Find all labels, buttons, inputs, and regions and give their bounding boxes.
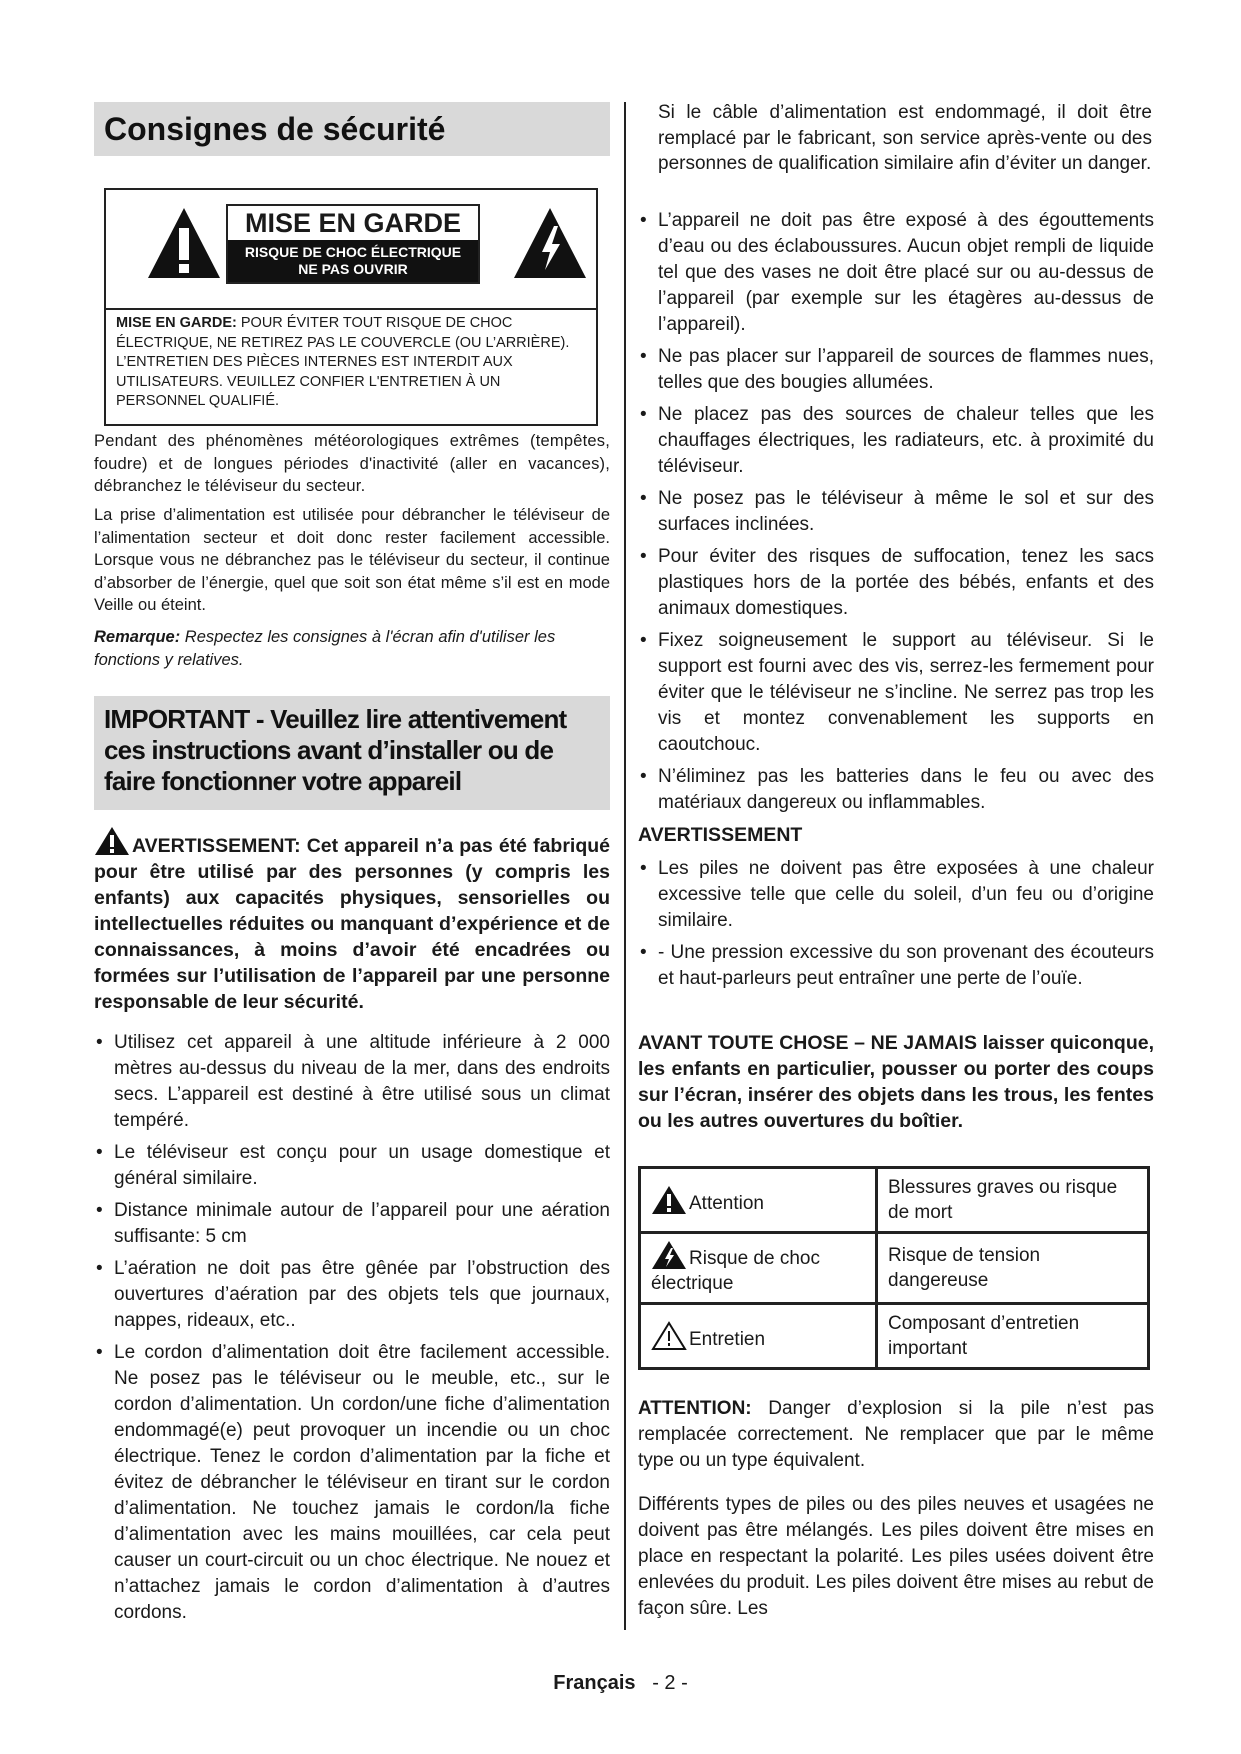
maintenance-icon bbox=[651, 1321, 687, 1351]
list-item: • L’appareil ne doit pas être exposé à des égouttements d’eau ou des éclaboussures. Aucun objet rempli de liquide tel que des vases ne doit être placé sur ou au-dessus de l’appareil (par exemple sur les étagères au-dessus de l’appareil). bbox=[638, 208, 1154, 338]
list-item: • N’éliminez pas les batteries dans le feu ou avec des matériaux dangereux ou inflammables. bbox=[638, 764, 1154, 816]
warning-triangle-icon bbox=[94, 826, 130, 856]
caution-note-label: MISE EN GARDE: bbox=[116, 315, 237, 331]
symbol-label: Attention bbox=[689, 1192, 764, 1214]
remark-label: Remarque: bbox=[94, 628, 181, 646]
cable-paragraph: Si le câble d’alimentation est endommagé, il doit être remplacé par le fabricant, son service après-vente ou des personnes de qualification similaire afin d’éviter un danger. bbox=[658, 102, 1152, 174]
table-row bbox=[640, 1168, 1149, 1233]
risk-band bbox=[228, 240, 478, 282]
list-item: • - Une pression excessive du son provenant des écouteurs et haut-parleurs peut entraîner une perte de l’ouïe. bbox=[638, 940, 1154, 992]
weather-paragraph: Pendant des phénomènes météorologiques extrêmes (tempêtes, foudre) et de longues périodes d'inactivité (aller en vacances), débranchez le téléviseur du secteur. bbox=[94, 432, 610, 495]
symbol-label: Entretien bbox=[689, 1328, 766, 1350]
list-item: • Ne posez pas le téléviseur à même le sol et sur des surfaces inclinées. bbox=[638, 486, 1154, 538]
symbol-table bbox=[638, 1166, 1150, 1370]
attention-label: ATTENTION: bbox=[638, 1398, 752, 1419]
list-item: • Pour éviter des risques de suffocation, tenez les sacs plastiques hors de la portée des bébés, enfants et des animaux domestiques. bbox=[638, 544, 1154, 622]
caution-note bbox=[116, 314, 590, 412]
warning-triangle-icon bbox=[651, 1185, 687, 1215]
remark-text: Respectez les consignes à l'écran afin d'utiliser les fonctions y relatives. bbox=[94, 628, 556, 669]
warning-triangle-icon bbox=[146, 206, 222, 280]
list-item: • Utilisez cet appareil à une altitude inférieure à 2 000 mètres au-dessus du niveau de la mer, dans des endroits secs. L’appareil est destiné à être utilisé sous un climat tempéré. bbox=[94, 1030, 610, 1134]
symbol-cell bbox=[640, 1233, 877, 1304]
left-bullet-list bbox=[94, 1030, 610, 1632]
list-item: • Le téléviseur est conçu pour un usage domestique et général similaire. bbox=[94, 1140, 610, 1192]
caution-note-text2: L’ENTRETIEN DES PIÈCES INTERNES EST INTERDIT AUX UTILISATEURS. VEUILLEZ CONFIER L'ENTRETIEN À UN PERSONNEL QUALIFIÉ. bbox=[116, 354, 513, 409]
mise-en-garde-label bbox=[226, 204, 480, 284]
list-item: • Distance minimale autour de l’appareil pour une aération suffisante: 5 cm bbox=[94, 1198, 610, 1250]
caution-box bbox=[104, 188, 598, 426]
list-item: • Ne pas placer sur l’appareil de sources de flammes nues, telles que des bougies allumées. bbox=[638, 344, 1154, 396]
caution-separator bbox=[106, 308, 596, 310]
footer-language: Français bbox=[553, 1672, 636, 1694]
warning-paragraph bbox=[94, 826, 610, 1015]
list-item: • Le cordon d’alimentation doit être facilement accessible. Ne posez pas le téléviseur ou le meuble, etc., sur le cordon d’alimentation. Un cordon/une fiche d’alimentation endommagé(e) peut provoquer un incendie ou un choc électrique. Tenez le cordon d’alimentation par la fiche et évitez de débrancher le téléviseur en tirant sur le cordon d’alimentation. Ne touchez jamais le cordon/la fiche d’alimentation avec les mains mouillées, car cela peut causer un court-circuit ou un choc électrique. Ne nouez et n’attachez jamais le cordon d’alimentation à d’autres cordons. bbox=[94, 1340, 610, 1626]
caution-note-text1: POUR ÉVITER TOUT RISQUE DE CHOC ÉLECTRIQUE, NE RETIREZ PAS LE COUVERCLE (OU L’ARRIÈRE). bbox=[116, 315, 570, 351]
plug-paragraph: La prise d’alimentation est utilisée pour débrancher le téléviseur de l’alimentation secteur et doit donc rester facilement accessible. Lorsque vous ne débranchez pas le téléviseur du secteur, il continue d’absorber de l’énergie, quel que soit son état même s’il est en mode Veille ou éteint. bbox=[94, 506, 610, 614]
table-row bbox=[640, 1304, 1149, 1369]
risk-band-line1: RISQUE DE CHOC ÉLECTRIQUE bbox=[244, 244, 462, 260]
meaning-cell: Composant d’entretien important bbox=[877, 1304, 1149, 1369]
symbol-label: Risque de choc électrique bbox=[651, 1248, 820, 1294]
list-item: • Fixez soigneusement le support au téléviseur. Si le support est fourni avec des vis, serrez-les fermement pour éviter que le téléviseur ne s’incline. Ne serrez pas trop les vis et montez convenablement les supports en caoutchouc. bbox=[638, 628, 1154, 758]
table-row bbox=[640, 1233, 1149, 1304]
mise-en-garde-heading: MISE EN GARDE bbox=[244, 208, 462, 238]
list-item: • L’aération ne doit pas être gênée par l’obstruction des ouvertures d’aération par des objets tels que journaux, nappes, rideaux, etc.. bbox=[94, 1256, 610, 1334]
title-box bbox=[94, 102, 610, 156]
right-bullet-list bbox=[638, 208, 1154, 822]
meaning-cell: Risque de tension dangereuse bbox=[877, 1233, 1149, 1304]
electric-shock-icon bbox=[651, 1240, 687, 1270]
page-footer bbox=[0, 1672, 1241, 1695]
warning-text: AVERTISSEMENT: Cet appareil n’a pas été fabriqué pour être utilisé par des personnes (y compris les enfants) aux capacités physiques, sensorielles ou intellectuelles réduites ou manquant d’expérience et de connaissances, à moins d’avoir été encadrées ou formées sur l’utilisation de l’appareil par une personne responsable de leur sécurité. bbox=[94, 835, 610, 1013]
important-heading: IMPORTANT - Veuillez lire attentivement ces instructions avant d’installer ou de faire fonctionner votre appareil bbox=[104, 704, 567, 796]
electric-shock-icon bbox=[512, 206, 588, 280]
footer-page-number: - 2 - bbox=[652, 1672, 688, 1694]
page-title: Consignes de sécurité bbox=[104, 111, 446, 147]
important-box bbox=[94, 696, 610, 810]
risk-band-line2: NE PAS OUVRIR bbox=[298, 261, 408, 277]
meaning-cell: Blessures graves ou risque de mort bbox=[877, 1168, 1149, 1233]
avertissement-heading: AVERTISSEMENT bbox=[638, 824, 803, 846]
attention-paragraph bbox=[638, 1396, 1154, 1474]
piles-paragraph: Différents types de piles ou des piles neuves et usagées ne doivent pas être mélangés. Les piles doivent être mises en place en respectant la polarité. Les piles usées doivent être enlevées du produit. Les piles doivent être mises au rebut de façon sûre. Les bbox=[638, 1494, 1154, 1619]
list-item: • Les piles ne doivent pas être exposées à une chaleur excessive telle que celle du soleil, d’un feu ou d’origine similaire. bbox=[638, 856, 1154, 934]
attention-text: Danger d’explosion si la pile n’est pas remplacée correctement. Ne remplacer que par le même type ou un type équivalent. bbox=[638, 1398, 1154, 1471]
column-divider bbox=[624, 102, 626, 1630]
list-item: • Ne placez pas des sources de chaleur telles que les chauffages électriques, les radiateurs, etc. à proximité du téléviseur. bbox=[638, 402, 1154, 480]
symbol-cell bbox=[640, 1168, 877, 1233]
symbol-cell bbox=[640, 1304, 877, 1369]
avertissement-list bbox=[638, 856, 1154, 998]
avant-paragraph: AVANT TOUTE CHOSE – NE JAMAIS laisser quiconque, les enfants en particulier, pousser ou porter des coups sur l’écran, insérer des objets dans les trous, les fentes ou les autres ouvertures du boîtier. bbox=[638, 1032, 1154, 1132]
remark-paragraph bbox=[94, 626, 610, 671]
